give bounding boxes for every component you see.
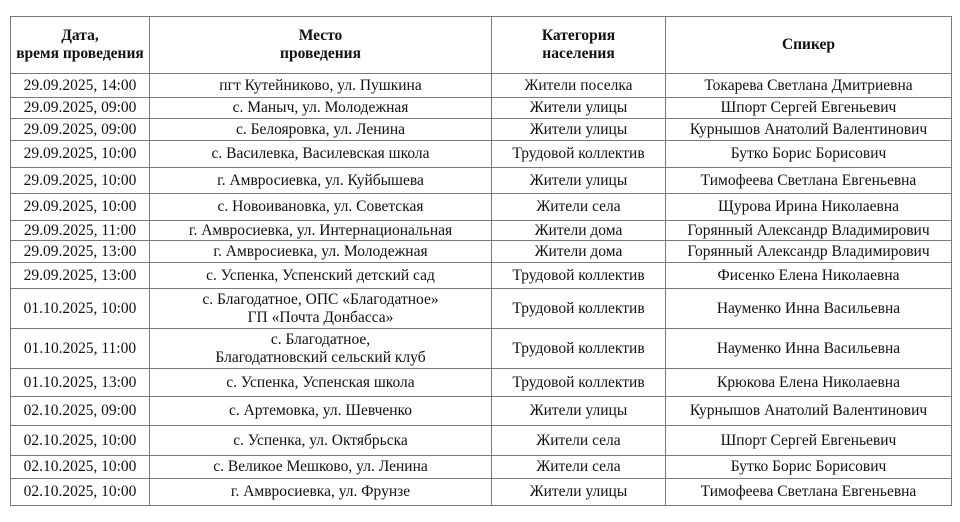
header-speaker <box>666 17 952 74</box>
place-line1: г. Амвросиевка, ул. Фрунзе <box>230 483 411 500</box>
table-row <box>11 119 952 141</box>
cell-category: Жители поселка <box>492 74 666 98</box>
place-line1: с. Благодатное, <box>270 330 371 348</box>
cell-category: Жители села <box>492 426 666 456</box>
header-datetime <box>11 17 150 74</box>
table-row <box>11 141 952 168</box>
cell-datetime: 29.09.2025, 10:00 <box>11 168 150 194</box>
header-place <box>150 17 492 74</box>
table-row <box>11 168 952 194</box>
cell-speaker: Шпорт Сергей Евгеньевич <box>666 426 952 456</box>
cell-datetime: 01.10.2025, 11:00 <box>11 329 150 369</box>
table-body <box>11 74 952 506</box>
cell-category: Жители улицы <box>492 98 666 119</box>
table-row <box>11 479 952 506</box>
place-line1: с. Василевка, Василевская школа <box>211 145 430 162</box>
cell-speaker: Курнышов Анатолий Валентинович <box>666 119 952 141</box>
cell-place <box>150 141 492 168</box>
cell-place <box>150 426 492 456</box>
header-datetime-line2: время проведения <box>16 45 144 62</box>
cell-speaker: Крюкова Елена Николаевна <box>666 369 952 397</box>
cell-speaker: Фисенко Елена Николаевна <box>666 263 952 289</box>
place-line1: с. Артемовка, ул. Шевченко <box>228 402 413 419</box>
cell-speaker: Науменко Инна Васильевна <box>666 289 952 329</box>
header-speaker-line1: Спикер <box>781 36 836 53</box>
cell-datetime: 29.09.2025, 13:00 <box>11 241 150 263</box>
cell-speaker: Тимофеева Светлана Евгеньевна <box>666 168 952 194</box>
cell-datetime: 29.09.2025, 10:00 <box>11 194 150 221</box>
cell-category: Жители дома <box>492 241 666 263</box>
table-row <box>11 397 952 426</box>
cell-place <box>150 119 492 141</box>
header-place-line1: Место <box>298 27 343 44</box>
table-row <box>11 263 952 289</box>
cell-place <box>150 221 492 241</box>
cell-datetime: 29.09.2025, 11:00 <box>11 221 150 241</box>
place-line1: с. Успенка, Успенская школа <box>226 373 415 391</box>
cell-category: Жители улицы <box>492 397 666 426</box>
header-category-line1: Категория <box>541 27 616 44</box>
cell-category: Жители села <box>492 456 666 479</box>
table-row <box>11 241 952 263</box>
cell-category: Жители улицы <box>492 119 666 141</box>
header-place-line2: проведения <box>280 45 361 62</box>
cell-datetime: 02.10.2025, 09:00 <box>11 397 150 426</box>
place-line1: с. Успенка, Успенский детский сад <box>206 266 435 284</box>
cell-speaker: Бутко Борис Борисович <box>666 141 952 168</box>
cell-place <box>150 194 492 221</box>
place-line1: г. Амвросиевка, ул. Интернациональная <box>188 221 453 239</box>
cell-category: Трудовой коллектив <box>492 369 666 397</box>
cell-place <box>150 397 492 426</box>
place-line1: пгт Кутейниково, ул. Пушкина <box>219 76 422 94</box>
place-line1: с. Новоивановка, ул. Советская <box>217 198 424 215</box>
cell-category: Жители дома <box>492 221 666 241</box>
cell-place <box>150 369 492 397</box>
cell-datetime: 02.10.2025, 10:00 <box>11 456 150 479</box>
cell-place <box>150 479 492 506</box>
header-datetime-line1: Дата, <box>61 27 99 44</box>
cell-datetime: 29.09.2025, 14:00 <box>11 74 150 98</box>
cell-place <box>150 74 492 98</box>
cell-datetime: 01.10.2025, 13:00 <box>11 369 150 397</box>
place-line1: с. Успенка, ул. Октябрьска <box>233 431 408 449</box>
cell-speaker: Бутко Борис Борисович <box>666 456 952 479</box>
cell-place <box>150 456 492 479</box>
table-row <box>11 74 952 98</box>
cell-category: Трудовой коллектив <box>492 289 666 329</box>
cell-speaker: Тимофеева Светлана Евгеньевна <box>666 479 952 506</box>
header-category <box>492 17 666 74</box>
table-row <box>11 221 952 241</box>
cell-place <box>150 289 492 329</box>
cell-speaker: Щурова Ирина Николаевна <box>666 194 952 221</box>
place-line2: Благодатновский сельский клуб <box>215 348 426 366</box>
place-line2: ГП «Почта Донбасса» <box>247 308 394 326</box>
cell-datetime: 29.09.2025, 09:00 <box>11 98 150 119</box>
cell-speaker: Токарева Светлана Дмитриевна <box>666 74 952 98</box>
cell-category: Жители улицы <box>492 168 666 194</box>
table-row <box>11 289 952 329</box>
cell-speaker: Шпорт Сергей Евгеньевич <box>666 98 952 119</box>
table-row <box>11 98 952 119</box>
table-row <box>11 426 952 456</box>
cell-place <box>150 263 492 289</box>
table-row <box>11 369 952 397</box>
cell-place <box>150 241 492 263</box>
cell-category: Трудовой коллектив <box>492 141 666 168</box>
table-row <box>11 329 952 369</box>
cell-speaker: Горянный Александр Владимирович <box>666 241 952 263</box>
cell-datetime: 02.10.2025, 10:00 <box>11 479 150 506</box>
place-line1: г. Амвросиевка, ул. Молодежная <box>213 242 428 260</box>
place-line1: с. Белояровка, ул. Ленина <box>235 120 406 138</box>
cell-category: Жители улицы <box>492 479 666 506</box>
place-line1: г. Амвросиевка, ул. Куйбышева <box>217 171 424 189</box>
place-line1: с. Маныч, ул. Молодежная <box>232 99 409 116</box>
cell-category: Трудовой коллектив <box>492 263 666 289</box>
place-line1: с. Великое Мешково, ул. Ленина <box>213 458 428 475</box>
cell-datetime: 01.10.2025, 10:00 <box>11 289 150 329</box>
cell-datetime: 29.09.2025, 13:00 <box>11 263 150 289</box>
table-row <box>11 194 952 221</box>
cell-datetime: 29.09.2025, 09:00 <box>11 119 150 141</box>
table-header-row <box>11 17 952 74</box>
cell-speaker: Горянный Александр Владимирович <box>666 221 952 241</box>
cell-category: Жители села <box>492 194 666 221</box>
table-row <box>11 456 952 479</box>
cell-place <box>150 329 492 369</box>
cell-speaker: Курнышов Анатолий Валентинович <box>666 397 952 426</box>
header-category-line2: населения <box>542 45 615 62</box>
schedule-table <box>10 16 952 506</box>
cell-place <box>150 168 492 194</box>
cell-category: Трудовой коллектив <box>492 329 666 369</box>
cell-datetime: 02.10.2025, 10:00 <box>11 426 150 456</box>
cell-speaker: Науменко Инна Васильевна <box>666 329 952 369</box>
place-line1: с. Благодатное, ОПС «Благодатное» <box>202 290 439 308</box>
cell-place <box>150 98 492 119</box>
cell-datetime: 29.09.2025, 10:00 <box>11 141 150 168</box>
